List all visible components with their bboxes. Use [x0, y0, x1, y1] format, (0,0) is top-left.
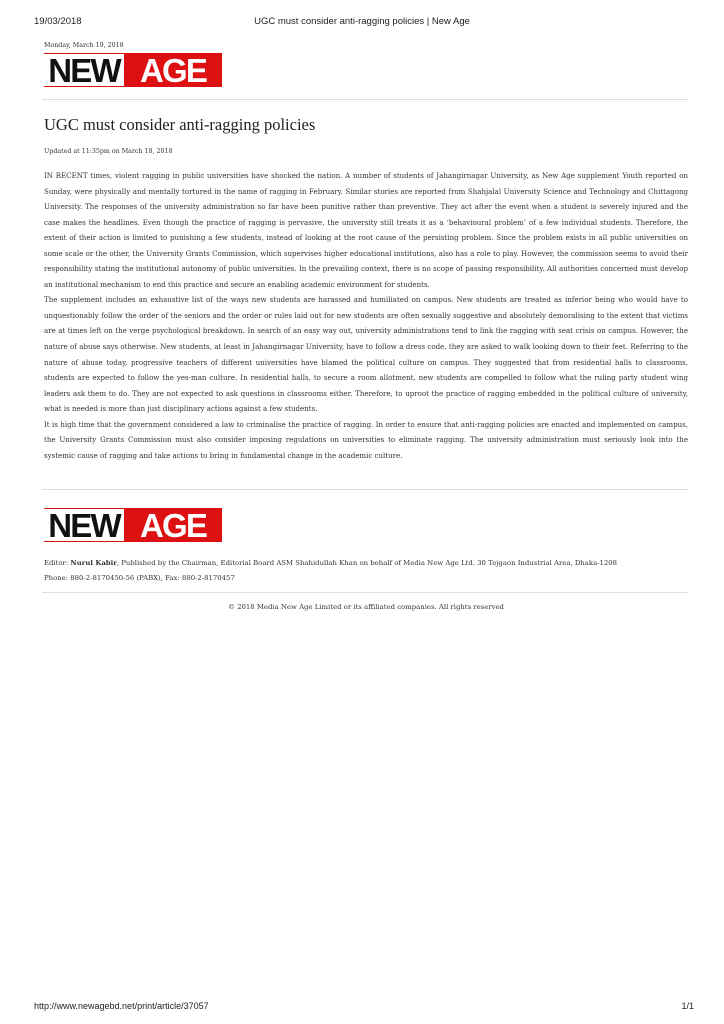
newage-logo[interactable] — [44, 53, 222, 87]
article-paragraph: IN RECENT times, violent ragging in public universities have shocked the nation. A number of students of Jahangirnagar University, as New Age supplement Youth reported on Sunday, were physically and mentally tortured in the name of ragging in February. Similar stories are reported from Shahjalal University Science and Technology and Chittagong University. The responses of the university administration so far have been punitive rather than preventive. They act after the event when a student is severely injured and the case makes the headlines. Even though the practice of ragging is pervasive, the university still treats it as a ‘behavioural problem’ of a few individual students. Therefore, the extent of their action is limited to punishing a few students, instead of looking at the root cause of the persisting problem. Since the problem exists in all public universities on some scale or the other, the University Grants Commission, which supervises higher educational institutions, also has a role to play. However, the commission seems to avoid their responsibility stating the institutional autonomy of public universities. In the prevailing context, there is no scope of passing responsibility. All authorities concerned must develop an institutional mechanism to end this practice and secure an enabling academic environment for students. — [44, 171, 688, 289]
divider — [42, 489, 688, 490]
article-body — [44, 168, 688, 463]
editor-line — [44, 556, 688, 571]
logo-age-text: AGE — [124, 54, 222, 86]
newage-footer-logo[interactable] — [44, 508, 222, 542]
print-header-title: UGC must consider anti-ragging policies | New Age — [254, 16, 470, 27]
print-footer-url[interactable]: http://www.newagebd.net/print/article/37057 — [34, 1001, 209, 1011]
contact-phone: Phone: 880-2-8170450-56 (PABX), Fax: 880-2-8170457 — [44, 574, 235, 583]
divider — [42, 99, 688, 100]
print-footer-page-number: 1/1 — [681, 1001, 694, 1011]
article-paragraph: The supplement includes an exhaustive list of the ways new students are harassed and humiliated on campus. New students are treated as inferior being who would have to unquestionably follow the order of the seniors and the order or rules laid out for new students are often sexually suggestive and absolutely demoralising to the extent that victims are at times left on the verge psychological breakdown. In search of an easy way out, university administrations tend to link the ragging with seat crisis on campus. However, the nature of abuse says otherwise. New students, at least in Jahangirnagar University, have to follow a dress code, they are asked to walk looking down to their feet. Referring to the nature of abuse today, progressive teachers of different universities have blamed the political culture on campus. They suggested that from residential halls to classrooms, students are expected to follow the yes-man culture. In residential halls, to secure a room allotment, new students are compelled to follow what the ruling party student wing leaders ask them to do. They are not expected to ask questions in classrooms either. Therefore, to uproot the practice of ragging embedded in the political culture of university, what is needed is more than just disciplinary actions against a few students. — [44, 295, 688, 414]
publisher-info — [44, 556, 688, 586]
article-page — [44, 41, 688, 613]
article-paragraph: It is high time that the government considered a law to criminalise the practice of ragging. In order to ensure that anti-ragging policies are enacted and implemented on campus, the University Grants Commission must also consider imposing regulations on universities to eliminate ragging. The university administration must seriously look into the systemic cause of ragging and take actions to bring in fundamental change in the academic culture. — [44, 419, 688, 460]
logo-new-text: NEW — [48, 51, 120, 89]
logo-age-text: AGE — [124, 509, 222, 541]
publisher-text: , Published by the Chairman, Editorial Board ASM Shahidullah Khan on behalf of Media New Age Ltd. 30 Tejgaon Industrial Area, Dhaka-1208 — [116, 559, 618, 568]
logo-new-text: NEW — [48, 506, 120, 544]
article-updated-time: Updated at 11:35pm on March 18, 2018 — [44, 148, 173, 155]
editor-label: Editor: — [44, 559, 71, 568]
article-title: UGC must consider anti-ragging policies — [44, 115, 316, 134]
print-header-date: 19/03/2018 — [34, 16, 82, 27]
editor-name: Nurul Kabir — [70, 559, 117, 568]
copyright-notice: © 2018 Media New Age Limited or its affiliated companies. All rights reserved — [228, 603, 504, 612]
divider — [42, 592, 688, 593]
masthead-date: Monday, March 19, 2018 — [44, 42, 124, 49]
